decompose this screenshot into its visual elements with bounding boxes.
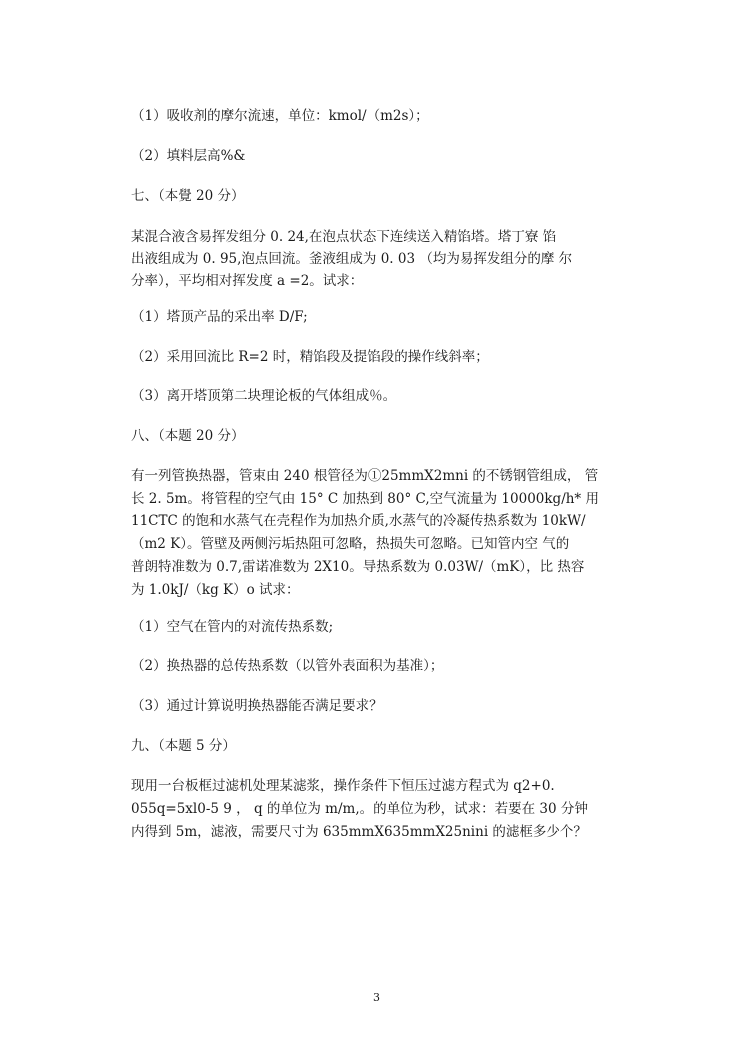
text-line: 长 2. 5m。将管程的空气由 15° C 加热到 80° C,空气流量为 10000kg/h* 用: [131, 491, 599, 507]
text-line: 内得到 5m，滤液，需要尺寸为 635mmX635mmX25nini 的滤框多少个？: [131, 824, 587, 840]
text-line: （1）塔顶产品的采出率 D/F;: [131, 309, 308, 325]
page-number: 3: [373, 991, 380, 1004]
text-line: 11CTC 的饱和水蒸气在壳程作为加热介质,水蒸气的冷凝传热系数为 10kW/: [131, 513, 586, 529]
section-heading: 八、（本题 20 分）: [131, 428, 245, 444]
text-line: 055q=5xl0-5 9 ， q 的单位为 m/m,。的单位为秒，试求：若要在 30 分钟: [131, 801, 588, 817]
text-line: （2）采用回流比 R=2 时，精馅段及提馅段的操作线斜率；: [131, 349, 489, 365]
text-line: （1）空气在管内的对流传热系数;: [131, 619, 334, 635]
text-line: （1）吸收剂的摩尔流速，单位：kmol/（m2s）；: [131, 108, 429, 124]
text-line: 某混合液含易挥发组分 0. 24,在泡点状态下连续送入精馅塔。塔丁寮 馅: [131, 229, 557, 245]
section-heading: 七、（本覺 20 分）: [131, 188, 245, 204]
text-line: 分率），平均相对挥发度 a =2。试求：: [131, 273, 364, 289]
text-line: 普朗特准数为 0.7,雷诺准数为 2X10。导热系数为 0.03W/（mK），比 热容: [131, 559, 585, 575]
text-line: 有一列管换热器，管束由 240 根管径为①25mmX2mni 的不锈钢管组成， 管: [131, 468, 599, 484]
section-heading: 九、（本题 5 分）: [131, 738, 236, 754]
text-line: （2）填料层高%&: [131, 148, 246, 164]
text-line: （2）换热器的总传热系数（以管外表面积为基准）；: [131, 658, 444, 674]
text-line: 为 1.0kJ/（kg K）o 试求：: [131, 582, 300, 598]
text-line: 出液组成为 0. 95,泡点回流。釜液组成为 0. 03 （均为易挥发组分的摩 尔: [131, 251, 573, 267]
text-line: （3）通过计算说明换热器能否满足要求？: [131, 698, 383, 714]
text-line: （m2 K）。管壁及两侧污垢热阻可忽略，热损失可忽略。已知管内空 气的: [131, 536, 570, 552]
text-line: （3）离开塔顶第二块理论板的气体组成％。: [131, 388, 397, 404]
text-line: 现用一台板框过滤机处理某滤浆，操作条件下恒压过滤方程式为 q2+0.: [131, 778, 555, 794]
